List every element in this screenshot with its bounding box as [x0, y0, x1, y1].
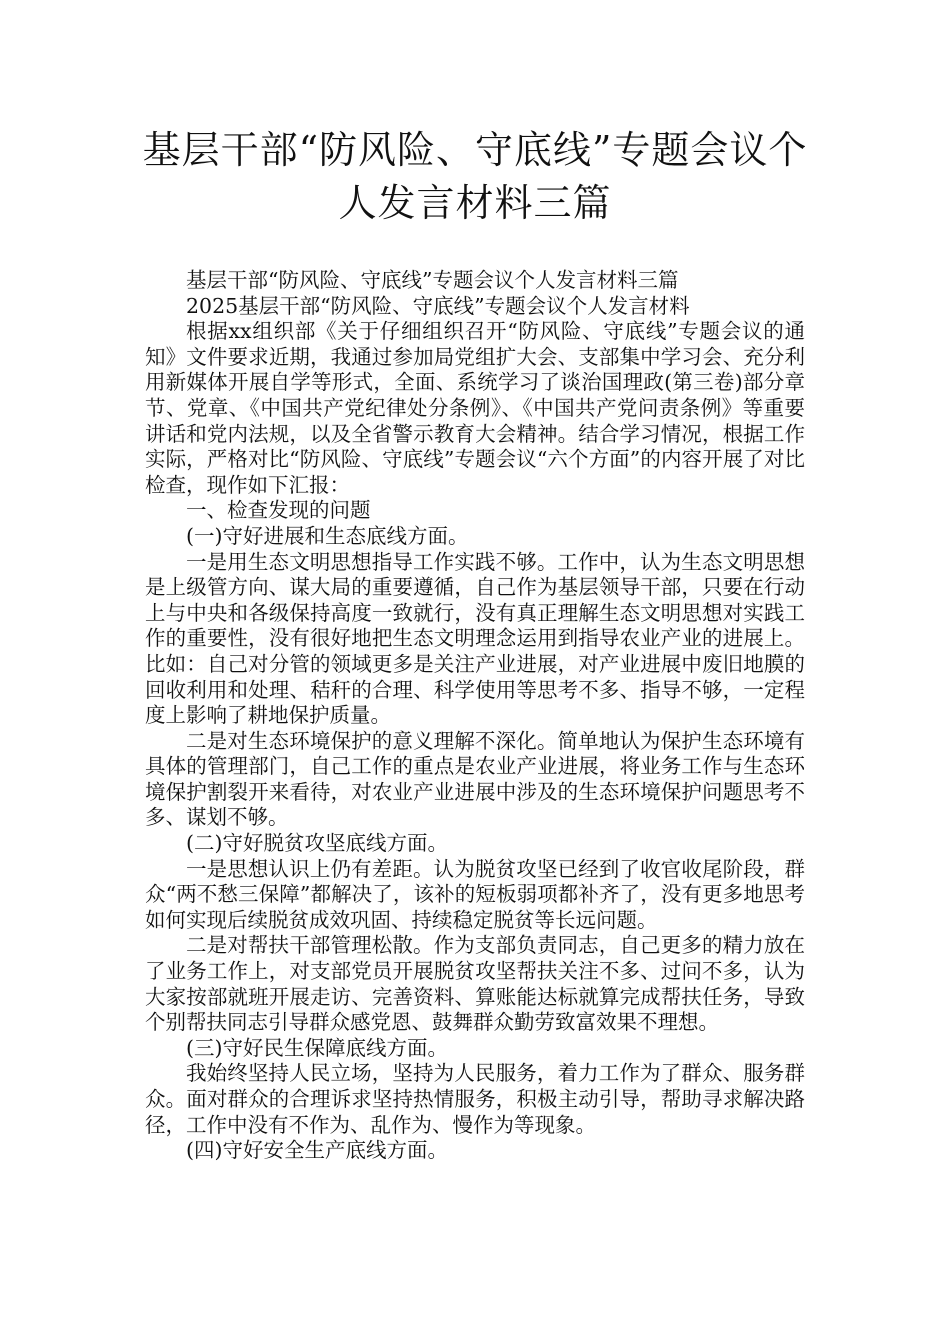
- paragraph-intro: 根据xx组织部《关于仔细组织召开“防风险、守底线”专题会议的通知》文件要求近期，我通过参加局党组扩大会、支部集中学习会、充分利用新媒体开展自学等形式，全面、系统学习了谈治国理政(第三卷)部分章节、党章、《中国共产党纪律处分条例》、《中国共产党问责条例》等重要讲话和党内法规，以及全省警示教育大会精神。结合学习情况，根据工作实际，严格对比“防风险、守底线”专题会议“六个方面”的内容开展了对比检查，现作如下汇报：: [145, 319, 805, 497]
- subsection-heading-4: (四)守好安全生产底线方面。: [186, 1138, 448, 1163]
- title-line-1: 基层干部“防风险、守底线”专题会议个: [142, 128, 808, 172]
- paragraph-1-2: 二是对生态环境保护的意义理解不深化。简单地认为保护生态环境有具体的管理部门，自己工作的重点是农业产业进展，将业务工作与生态环境保护割裂开来看待，对农业产业进展中涉及的生态环境保护问题思考不多、谋划不够。: [145, 728, 805, 830]
- paragraph-3-1: 我始终坚持人民立场，坚持为人民服务，着力工作为了群众、服务群众。面对群众的合理诉求坚持热情服务，积极主动引导，帮助寻求解决路径，工作中没有不作为、乱作为、慢作为等现象。: [145, 1061, 805, 1137]
- subsection-heading-1: (一)守好进展和生态底线方面。: [186, 523, 469, 548]
- paragraph-1-1: 一是用生态文明思想指导工作实践不够。工作中，认为生态文明思想是上级管方向、谋大局的重要遵循，自己作为基层领导干部，只要在行动上与中央和各级保持高度一致就行，没有真正理解生态文明思想对实践工作的重要性，没有很好地把生态文明理念运用到指导农业产业的进展上。比如：自己对分管的领域更多是关注产业进展，对产业进展中废旧地膜的回收利用和处理、秸秆的合理、科学使用等思考不多、指导不够，一定程度上影响了耕地保护质量。: [145, 549, 805, 728]
- document-body: [145, 268, 805, 1164]
- paragraph-heading-2025: 2025基层干部“防风险、守底线”专题会议个人发言材料: [186, 293, 690, 318]
- section-heading-problems: 一、检查发现的问题: [186, 498, 371, 523]
- document-title: [110, 124, 840, 230]
- subsection-heading-3: (三)守好民生保障底线方面。: [186, 1035, 448, 1060]
- subsection-heading-2: (二)守好脱贫攻坚底线方面。: [186, 831, 448, 856]
- paragraph-2-2: 二是对帮扶干部管理松散。作为支部负责同志，自己更多的精力放在了业务工作上，对支部党员开展脱贫攻坚帮扶关注不多、过问不多，认为大家按部就班开展走访、完善资料、算账能达标就算完成帮扶任务，导致个别帮扶同志引导群众感党恩、鼓舞群众勤劳致富效果不理想。: [145, 933, 805, 1035]
- paragraph-subtitle: 基层干部“防风险、守底线”专题会议个人发言材料三篇: [186, 268, 679, 292]
- paragraph-2-1: 一是思想认识上仍有差距。认为脱贫攻坚已经到了收官收尾阶段，群众“两不愁三保障”都解决了，该补的短板弱项都补齐了，没有更多地思考如何实现后续脱贫成效巩固、持续稳定脱贫等长远问题。: [145, 856, 805, 932]
- title-line-2: 人发言材料三篇: [338, 181, 612, 225]
